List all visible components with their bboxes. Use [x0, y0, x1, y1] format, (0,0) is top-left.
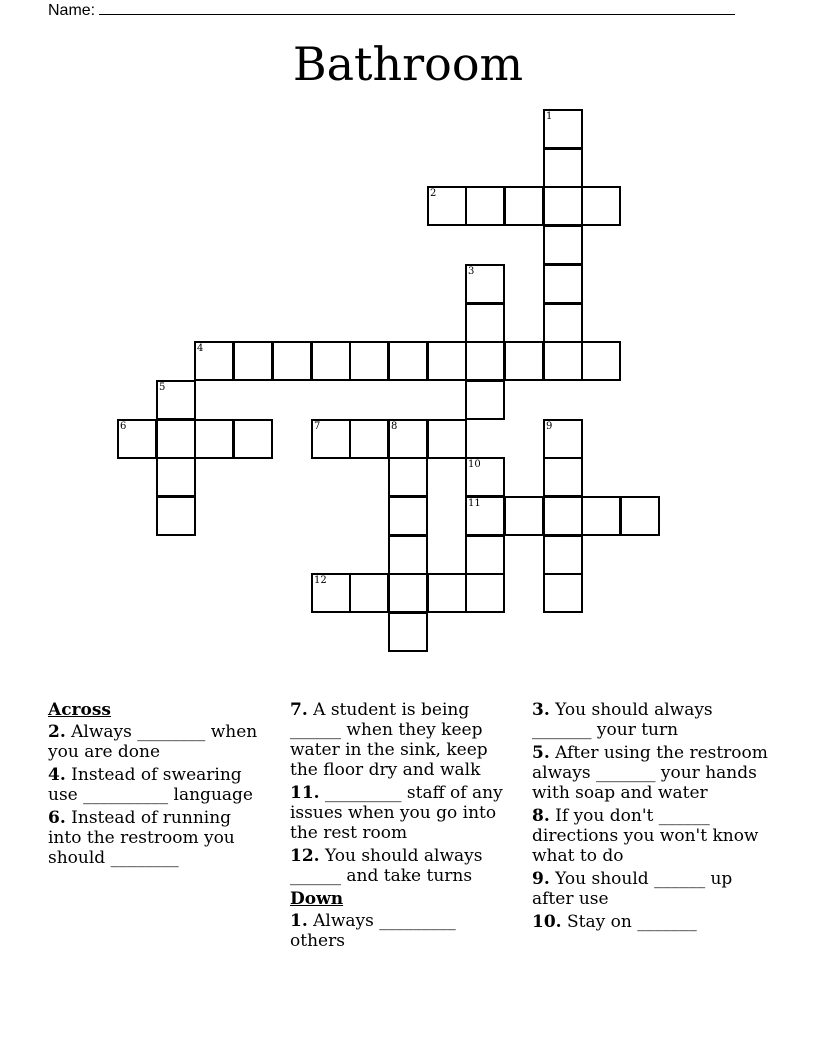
clue-number-label: 1 [546, 111, 553, 122]
clue-text: If you don't ______ directions you won't know what to do [532, 806, 759, 866]
clue-number: 2. [48, 722, 66, 742]
clue-number-label: 10 [468, 459, 481, 470]
crossword-cell[interactable] [427, 186, 467, 226]
clue-text: Instead of swearing use __________ language [48, 765, 253, 805]
clue-text: _________ staff of any issues when you go into the rest room [290, 783, 503, 843]
clue-down-10 [532, 912, 770, 932]
clue-down-9 [532, 869, 770, 909]
crossword-cell[interactable] [465, 496, 505, 536]
crossword-cell[interactable] [543, 148, 583, 188]
crossword-cell[interactable] [388, 341, 428, 381]
clue-down-1 [290, 911, 508, 951]
clue-text: You should ______ up after use [532, 869, 733, 909]
crossword-cell[interactable] [581, 341, 621, 381]
clue-text: You should always _______ your turn [532, 700, 713, 740]
clue-number: 9. [532, 869, 550, 889]
clue-number: 5. [532, 743, 550, 763]
crossword-cell[interactable] [543, 186, 583, 226]
clue-text: Instead of running into the restroom you should ________ [48, 808, 235, 868]
crossword-cell[interactable] [349, 341, 389, 381]
crossword-cell[interactable] [388, 419, 428, 459]
clue-number: 8. [532, 806, 550, 826]
clue-number: 6. [48, 808, 66, 828]
clue-number-label: 3 [468, 266, 475, 277]
down-heading: Down [290, 889, 344, 909]
crossword-cell[interactable] [543, 535, 583, 575]
crossword-cell[interactable] [465, 264, 505, 304]
clues-column-2 [290, 700, 508, 954]
clue-across-4 [48, 765, 258, 805]
crossword-cell[interactable] [388, 457, 428, 497]
crossword-cell[interactable] [543, 264, 583, 304]
crossword-cell[interactable] [465, 535, 505, 575]
clue-number-label: 9 [546, 421, 553, 432]
clue-number: 10. [532, 912, 562, 932]
clues-column-1 [48, 700, 258, 871]
crossword-cell[interactable] [156, 380, 196, 420]
crossword-cell[interactable] [543, 109, 583, 149]
crossword-cell[interactable] [349, 573, 389, 613]
crossword-cell[interactable] [543, 573, 583, 613]
crossword-cell[interactable] [194, 419, 234, 459]
clue-text: Always ________ when you are done [48, 722, 258, 762]
clue-down-8 [532, 806, 770, 866]
clue-down-3 [532, 700, 770, 740]
crossword-cell[interactable] [388, 535, 428, 575]
clue-number: 12. [290, 846, 320, 866]
crossword-cell[interactable] [388, 496, 428, 536]
crossword-cell[interactable] [349, 419, 389, 459]
crossword-cell[interactable] [543, 457, 583, 497]
crossword-cell[interactable] [504, 496, 544, 536]
crossword-cell[interactable] [543, 225, 583, 265]
crossword-cell[interactable] [465, 186, 505, 226]
clue-number: 11. [290, 783, 320, 803]
crossword-cell[interactable] [620, 496, 660, 536]
clue-text: After using the restroom always _______ your hands with soap and water [532, 743, 768, 803]
crossword-cell[interactable] [543, 303, 583, 343]
crossword-cell[interactable] [272, 341, 312, 381]
crossword-cell[interactable] [465, 457, 505, 497]
clue-across-11 [290, 783, 508, 843]
crossword-cell[interactable] [581, 186, 621, 226]
crossword-cell[interactable] [543, 419, 583, 459]
clue-number-label: 4 [197, 343, 204, 354]
crossword-cell[interactable] [311, 573, 351, 613]
crossword-cell[interactable] [388, 573, 428, 613]
clue-across-12 [290, 846, 508, 886]
crossword-cell[interactable] [311, 341, 351, 381]
crossword-cell[interactable] [427, 341, 467, 381]
clue-number: 7. [290, 700, 308, 720]
crossword-cell[interactable] [194, 341, 234, 381]
crossword-cell[interactable] [465, 341, 505, 381]
clue-number-label: 2 [430, 188, 437, 199]
clue-number: 3. [532, 700, 550, 720]
across-heading: Across [48, 700, 111, 720]
clue-down-5 [532, 743, 770, 803]
clue-number-label: 11 [468, 498, 481, 509]
clue-number: 4. [48, 765, 66, 785]
crossword-cell[interactable] [156, 496, 196, 536]
crossword-cell[interactable] [233, 419, 273, 459]
clue-number-label: 5 [159, 382, 166, 393]
crossword-cell[interactable] [504, 186, 544, 226]
clue-number-label: 7 [314, 421, 321, 432]
clue-across-2 [48, 722, 258, 762]
clue-number-label: 8 [391, 421, 398, 432]
clues-column-3 [532, 700, 770, 935]
crossword-cell[interactable] [117, 419, 157, 459]
crossword-cell[interactable] [233, 341, 273, 381]
crossword-cell[interactable] [388, 612, 428, 652]
clue-number-label: 6 [120, 421, 127, 432]
crossword-cell[interactable] [543, 341, 583, 381]
crossword-cell[interactable] [543, 496, 583, 536]
clue-across-6 [48, 808, 258, 868]
crossword-cell[interactable] [504, 341, 544, 381]
crossword-cell[interactable] [311, 419, 351, 459]
clue-text: You should always ______ and take turns [290, 846, 483, 886]
crossword-cell[interactable] [427, 419, 467, 459]
page-title: Bathroom [292, 37, 524, 91]
crossword-cell[interactable] [156, 457, 196, 497]
crossword-cell[interactable] [427, 573, 467, 613]
clue-number: 1. [290, 911, 308, 931]
clue-text: Stay on _______ [566, 912, 697, 932]
crossword-cell[interactable] [465, 573, 505, 613]
name-label: Name: [48, 2, 96, 19]
clue-number-label: 12 [314, 575, 327, 586]
crossword-cell[interactable] [156, 419, 196, 459]
crossword-cell[interactable] [465, 303, 505, 343]
clue-across-7 [290, 700, 508, 780]
crossword-cell[interactable] [465, 380, 505, 420]
clue-text: A student is being ______ when they keep water in the sink, keep the floor dry and walk [290, 700, 488, 780]
crossword-cell[interactable] [581, 496, 621, 536]
clue-text: Always _________ others [290, 911, 456, 951]
